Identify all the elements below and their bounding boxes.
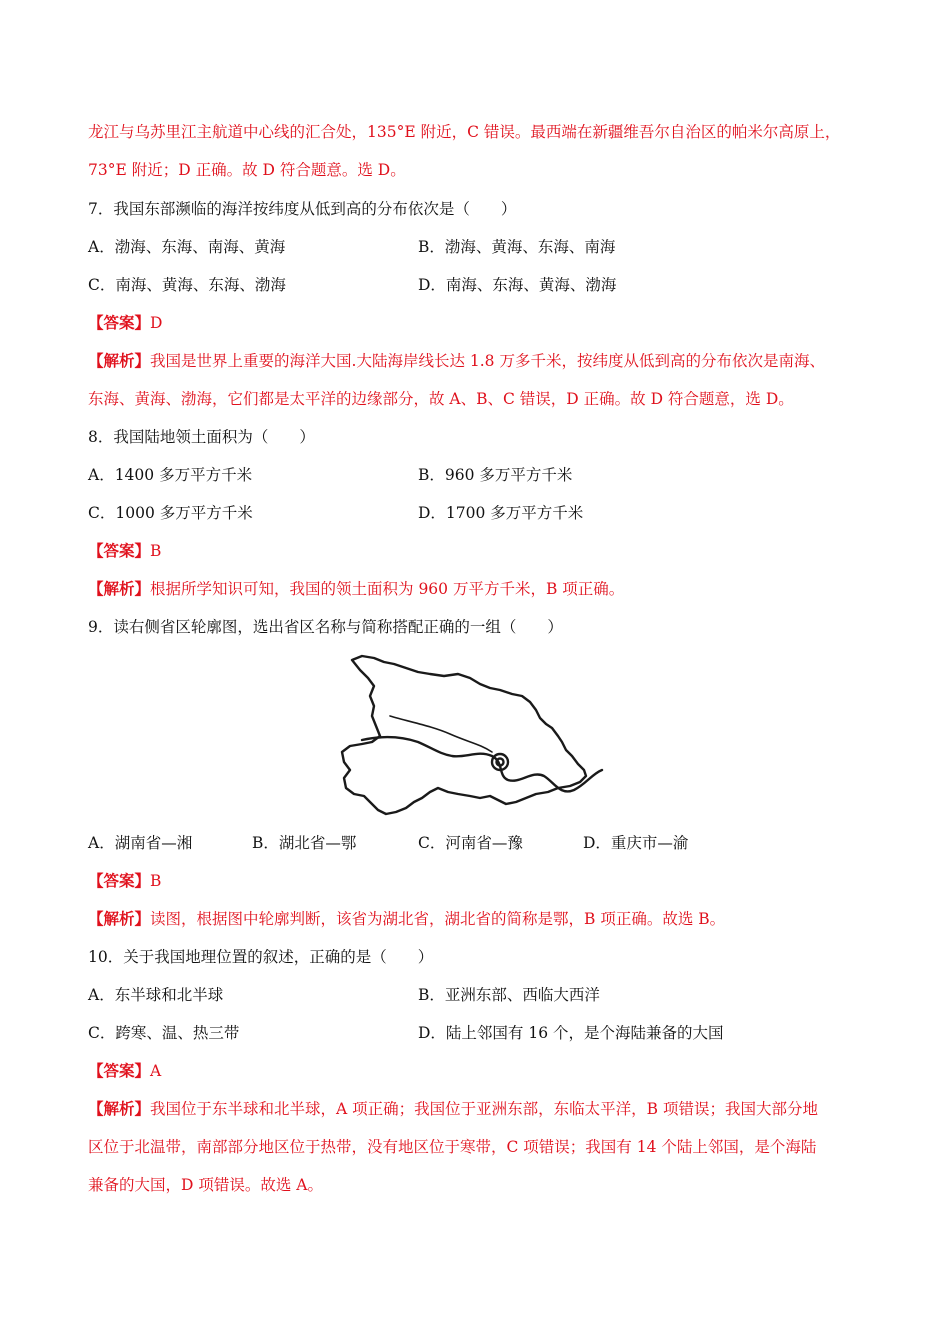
question-10-option-a: A．东半球和北半球 <box>88 986 224 1004</box>
question-9-option-b: B．湖北省—鄂 <box>252 834 357 852</box>
answer-tag: 【答案】 <box>88 871 151 890</box>
question-7-analysis <box>88 351 825 371</box>
question-10-stem: 10．关于我国地理位置的叙述，正确的是（ ） <box>88 948 434 966</box>
question-9-answer <box>88 871 161 891</box>
yangtze-river <box>362 737 602 791</box>
question-8-option-a: A．1400 多万平方千米 <box>88 466 253 484</box>
analysis-text: 根据所学知识可知，我国的领土面积为 960 万平方千米，B 项正确。 <box>150 580 625 598</box>
question-10-analysis-line: 区位于北温带，南部部分地区位于热带，没有地区位于寒带，C 项错误；我国有 14 个陆上邻国，是个海陆 <box>88 1138 817 1156</box>
answer-value: D <box>150 314 163 332</box>
province-boundary <box>342 656 586 814</box>
analysis-continuation-line: 73°E 附近；D 正确。故 D 符合题意。选 D。 <box>88 161 406 179</box>
question-7-option-b: B．渤海、黄海、东海、南海 <box>418 238 616 256</box>
question-8-answer <box>88 541 161 561</box>
han-river <box>390 716 492 752</box>
answer-value: B <box>150 872 162 890</box>
question-7-option-d: D．南海、东海、黄海、渤海 <box>418 276 617 294</box>
question-7-answer <box>88 313 162 333</box>
answer-tag: 【答案】 <box>88 541 151 560</box>
analysis-text: 读图，根据图中轮廓判断，该省为湖北省，湖北省的简称是鄂，B 项正确。故选 B。 <box>150 910 726 928</box>
question-10-analysis-line: 兼备的大国，D 项错误。故选 A。 <box>88 1176 323 1194</box>
question-10-option-c: C．跨寒、温、热三带 <box>88 1024 240 1042</box>
question-8-stem: 8．我国陆地领土面积为（ ） <box>88 428 315 446</box>
analysis-tag: 【解析】 <box>88 909 151 928</box>
question-8-option-c: C．1000 多万平方千米 <box>88 504 253 522</box>
question-9-option-a: A．湖南省—湘 <box>88 834 193 852</box>
hubei-province-outline-map <box>340 652 612 824</box>
question-8-option-b: B．960 多万平方千米 <box>418 466 573 484</box>
answer-value: A <box>150 1062 162 1080</box>
analysis-text: 我国是世界上重要的海洋大国.大陆海岸线长达 1.8 万多千米，按纬度从低到高的分布依次是南海、 <box>150 352 825 370</box>
answer-value: B <box>150 542 162 560</box>
answer-tag: 【答案】 <box>88 1061 151 1080</box>
capital-marker-inner <box>497 759 504 766</box>
analysis-tag: 【解析】 <box>88 579 151 598</box>
question-10-answer <box>88 1061 161 1081</box>
question-9-analysis <box>88 909 725 929</box>
question-7-option-a: A．渤海、东海、南海、黄海 <box>88 238 286 256</box>
question-10-analysis <box>88 1099 818 1119</box>
question-8-analysis <box>88 579 624 599</box>
analysis-tag: 【解析】 <box>88 1099 151 1118</box>
analysis-text: 我国位于东半球和北半球，A 项正确；我国位于亚洲东部，东临太平洋，B 项错误；我国大部分地 <box>150 1100 818 1118</box>
answer-tag: 【答案】 <box>88 313 151 332</box>
question-9-option-c: C．河南省—豫 <box>418 834 523 852</box>
question-8-option-d: D．1700 多万平方千米 <box>418 504 584 522</box>
analysis-tag: 【解析】 <box>88 351 151 370</box>
question-9-option-d: D．重庆市—渝 <box>583 834 689 852</box>
analysis-continuation-line: 龙江与乌苏里江主航道中心线的汇合处，135°E 附近，C 错误。最西端在新疆维吾尔自治区的帕米尔高原上， <box>88 123 841 141</box>
question-10-option-d: D．陆上邻国有 16 个，是个海陆兼备的大国 <box>418 1024 724 1042</box>
question-7-stem: 7．我国东部濒临的海洋按纬度从低到高的分布依次是（ ） <box>88 200 517 218</box>
question-10-option-b: B．亚洲东部、西临大西洋 <box>418 986 600 1004</box>
question-9-stem: 9．读右侧省区轮廓图，选出省区名称与简称搭配正确的一组（ ） <box>88 618 563 636</box>
question-7-option-c: C．南海、黄海、东海、渤海 <box>88 276 286 294</box>
question-7-analysis-line: 东海、黄海、渤海，它们都是太平洋的边缘部分，故 A、B、C 错误，D 正确。故 D 符合题意，选 D。 <box>88 390 794 408</box>
